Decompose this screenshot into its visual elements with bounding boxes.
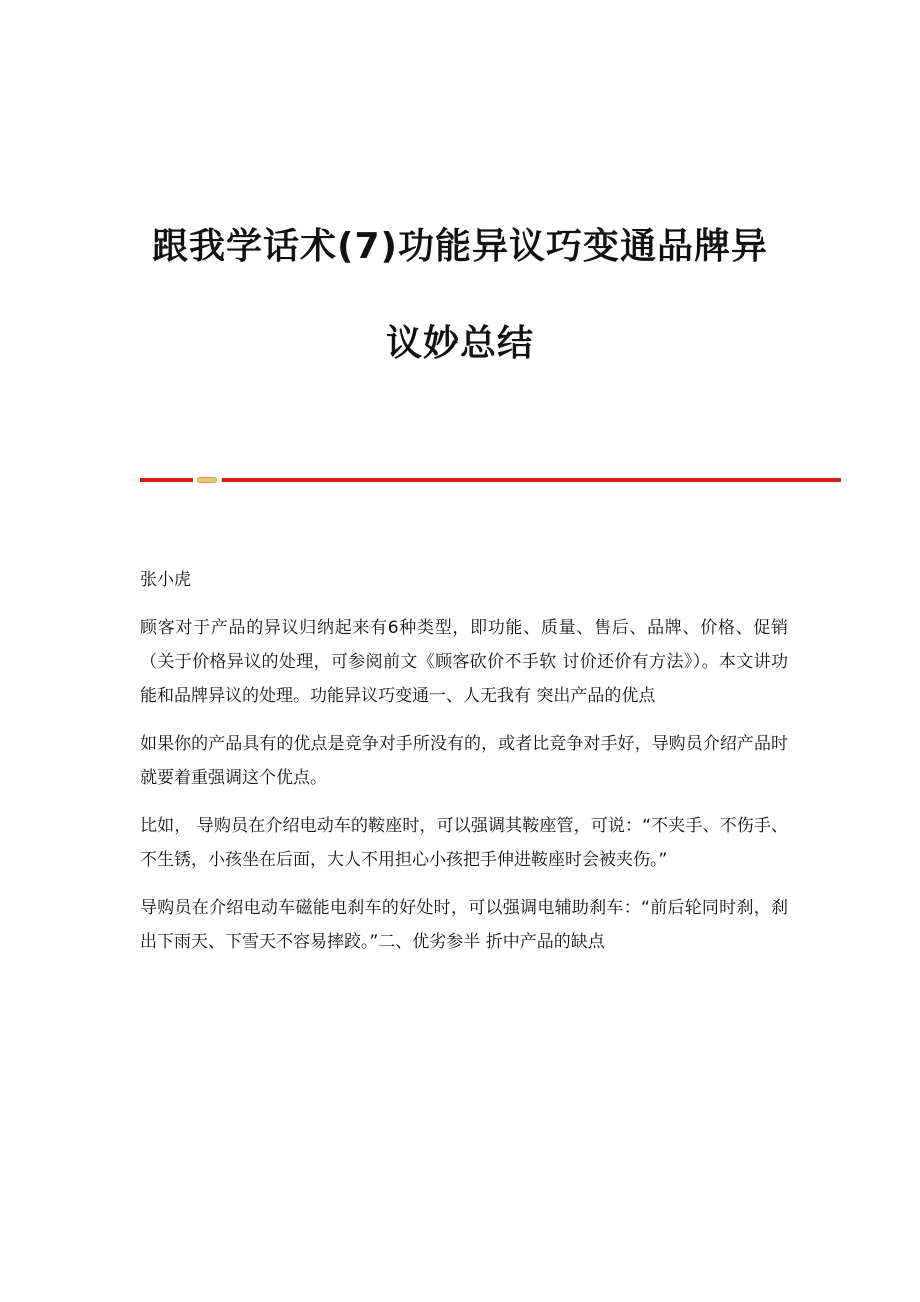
title-divider <box>140 476 841 484</box>
document-body <box>140 563 788 973</box>
divider-left-bar <box>140 478 193 482</box>
paragraph: 比如， 导购员在介绍电动车的鞍座时，可以强调其鞍座管，可说：“不夹手、不伤手、不生锈，小孩坐在后面，大人不用担心小孩把手伸进鞍座时会被夹伤。” <box>140 816 788 870</box>
divider-right-bar <box>222 478 841 482</box>
paragraph: 导购员在介绍电动车磁能电刹车的好处时，可以强调电辅助刹车：“前后轮同时刹，刹出下雨天、下雪天不容易摔跤。”二、优劣参半 折中产品的缺点 <box>140 898 788 952</box>
paragraph: 顾客对于产品的异议归纳起来有6种类型，即功能、质量、售后、品牌、价格、促销（关于价格异议的处理，可参阅前文《顾客砍价不手软 讨价还价有方法》）。本文讲功能和品牌异议的处理。功能异议巧变通一、人无我有 突出产品的优点 <box>140 618 788 706</box>
document-title-line-2: 议妙总结 <box>385 323 534 364</box>
author-name: 张小虎 <box>140 570 191 590</box>
divider-ornament-icon <box>197 477 217 483</box>
document-title-line-1: 跟我学话术(7)功能异议巧变通品牌异 <box>152 226 768 267</box>
paragraph: 如果你的产品具有的优点是竞争对手所没有的，或者比竞争对手好，导购员介绍产品时就要着重强调这个优点。 <box>140 734 788 788</box>
